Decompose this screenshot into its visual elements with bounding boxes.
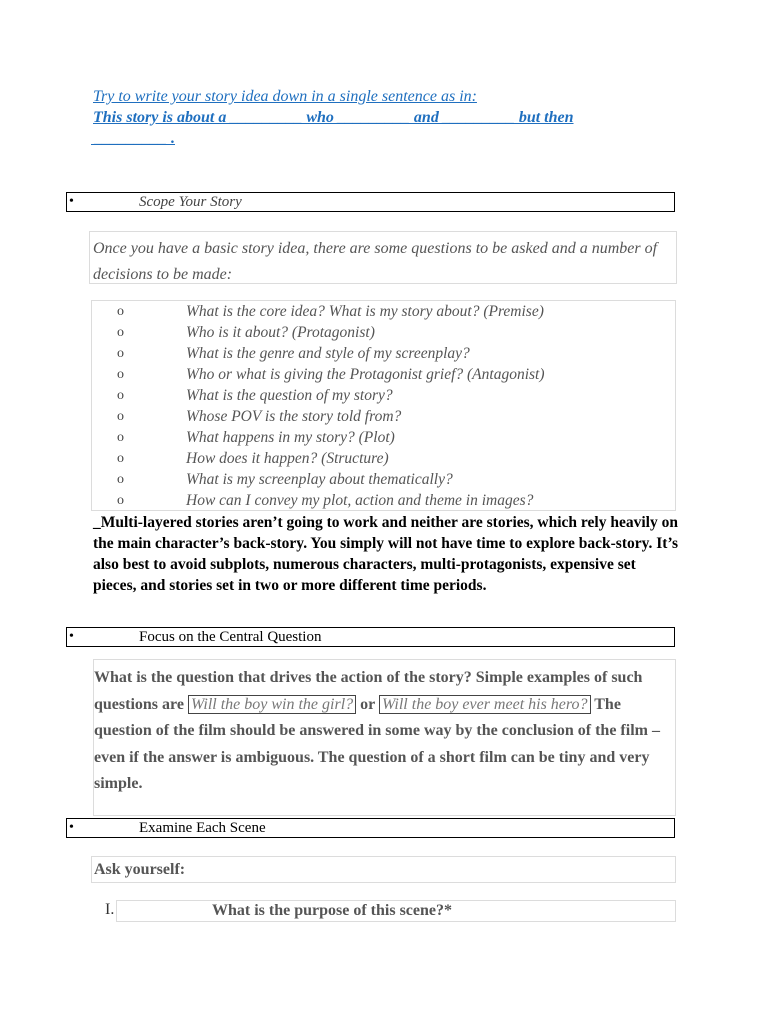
section-heading-examine-scene <box>66 818 675 838</box>
roman-numeral: I. <box>105 901 115 918</box>
list-item <box>92 364 677 385</box>
central-question-box <box>93 659 676 816</box>
scope-paragraph: Once you have a basic story idea, there are some questions to be asked and a number of decisions to be made: <box>93 240 658 283</box>
scene-question-item <box>91 900 676 922</box>
bullet-icon: • <box>69 820 74 835</box>
intro-template-sentence: This story is about a _________ who _________ and _________ but then <box>93 109 574 126</box>
list-item-text: What is the core idea? What is my story about? (Premise) <box>186 303 544 320</box>
section-heading-text: Focus on the Central Question <box>139 629 322 645</box>
paragraph-text: or <box>356 695 379 713</box>
circle-bullet-icon: o <box>117 430 124 445</box>
bullet-icon: • <box>69 629 74 644</box>
list-item-text: What is the genre and style of my screenplay? <box>186 345 470 362</box>
scene-question-box <box>116 900 676 922</box>
list-item <box>92 427 677 448</box>
section-heading-central-question <box>66 627 675 647</box>
list-item <box>92 469 677 490</box>
list-item-text: Who or what is giving the Protagonist grief? (Antagonist) <box>186 366 545 383</box>
list-item <box>92 448 677 469</box>
paragraph-text: What is the question that drives the action of the story? Simple examples of such questions are <box>94 669 643 713</box>
list-item-text: Whose POV is the story told from? <box>186 408 402 425</box>
circle-bullet-icon: o <box>117 346 124 361</box>
section-heading-scope <box>66 192 675 212</box>
circle-bullet-icon: o <box>117 388 124 403</box>
paragraph-text: The question of the film should be answered in some way by the conclusion of the film – even if the answer is ambiguous. The question of a short film can be tiny and very simple. <box>94 695 660 792</box>
list-item <box>92 322 677 343</box>
ask-yourself-text: Ask yourself: <box>94 861 186 878</box>
circle-bullet-icon: o <box>117 367 124 382</box>
example-question: Will the boy ever meet his hero? <box>379 695 591 714</box>
list-item-text: What happens in my story? (Plot) <box>186 429 395 446</box>
list-item-text: How does it happen? (Structure) <box>186 450 389 467</box>
section-heading-text: Examine Each Scene <box>139 820 266 836</box>
section-heading-text: Scope Your Story <box>139 194 242 210</box>
list-item <box>92 385 677 406</box>
circle-bullet-icon: o <box>117 451 124 466</box>
circle-bullet-icon: o <box>117 472 124 487</box>
circle-bullet-icon: o <box>117 493 124 508</box>
circle-bullet-icon: o <box>117 304 124 319</box>
list-item-text: How can I convey my plot, action and theme in images? <box>186 492 534 509</box>
list-item <box>92 490 677 511</box>
list-item <box>92 343 677 364</box>
ask-yourself-box <box>91 856 676 883</box>
circle-bullet-icon: o <box>117 325 124 340</box>
central-question-paragraph <box>94 665 669 798</box>
scope-paragraph-box <box>89 231 677 284</box>
list-item-text: What is the question of my story? <box>186 387 393 404</box>
list-item <box>92 301 677 322</box>
scene-question-text: What is the purpose of this scene?* <box>212 902 453 919</box>
list-item <box>92 406 677 427</box>
example-question: Will the boy win the girl? <box>188 695 356 714</box>
list-item-text: What is my screenplay about thematically? <box>186 471 453 488</box>
intro-instruction: Try to write your story idea down in a single sentence as in: <box>93 88 477 105</box>
circle-bullet-icon: o <box>117 409 124 424</box>
question-list <box>91 300 676 511</box>
intro-template-continuation: _________ . <box>91 130 175 147</box>
bullet-icon: • <box>69 194 74 209</box>
warning-paragraph: _Multi-layered stories aren’t going to work and neither are stories, which rely heavily on the main character’s back-story. You simply will not have time to explore back-story. It’s also best to avoid subplots, numerous characters, multi-protagonists, expensive set pieces, and stories set in two or more different time periods. <box>93 514 679 594</box>
list-item-text: Who is it about? (Protagonist) <box>186 324 375 341</box>
